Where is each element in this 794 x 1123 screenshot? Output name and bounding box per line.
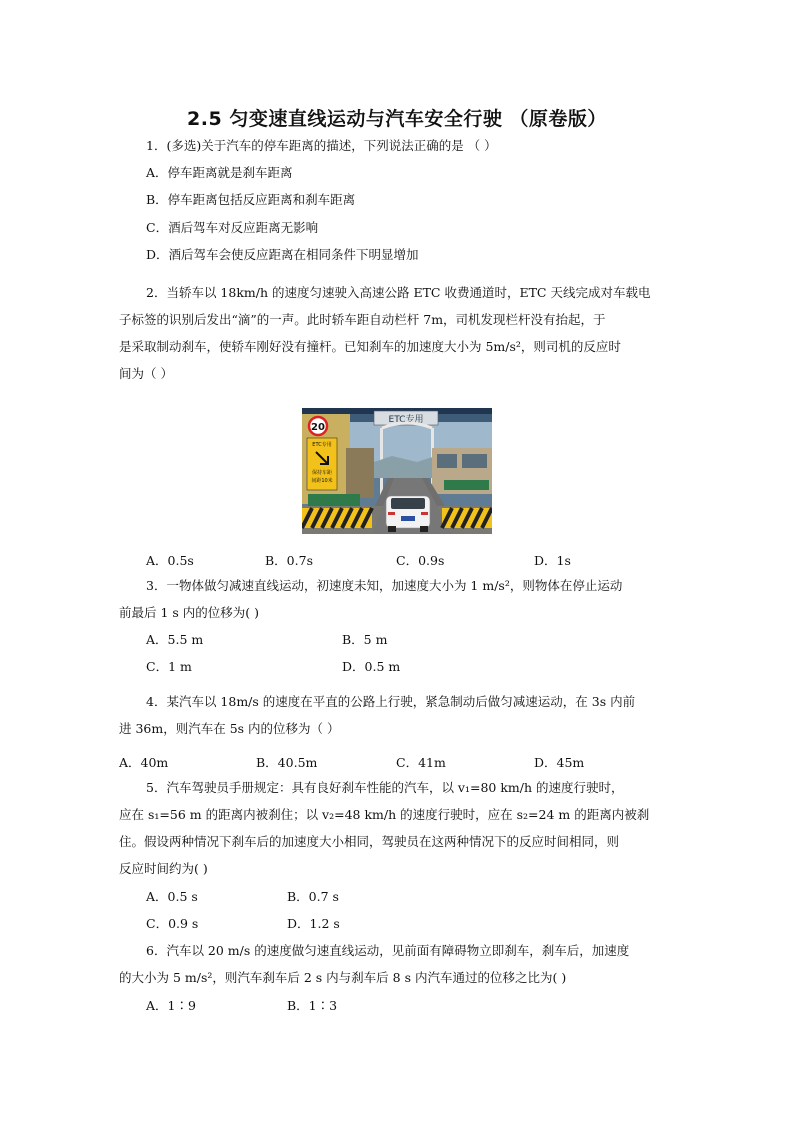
question-3-option-a: A．5.5 m <box>146 632 204 647</box>
question-2-option-b: B．0.7s <box>265 553 313 568</box>
question-1-stem: 1．(多选)关于汽车的停车距离的描述，下列说法正确的是 （ ） <box>146 138 497 153</box>
question-5-line: 反应时间约为( ) <box>119 861 208 876</box>
question-5-option-b: B．0.7 s <box>287 889 339 904</box>
question-3-option-c: C．1 m <box>146 659 192 674</box>
question-5-option-a: A．0.5 s <box>146 889 198 904</box>
hazard-barrier-right <box>442 508 492 528</box>
lane-sign-text-1: ETC专用 <box>312 442 332 448</box>
question-4-option-b: B．40.5m <box>256 755 318 770</box>
question-6-option-a: A．1∶9 <box>146 998 196 1013</box>
question-5-line: 住。假设两种情况下刹车后的加速度大小相同，驾驶员在这两种情况下的反应时间相同，则 <box>119 834 620 849</box>
hazard-barrier-left <box>302 508 372 528</box>
question-1-option-a: A．停车距离就是刹车距离 <box>146 165 293 180</box>
lane-sign-text-2: 保持车距 <box>311 470 333 476</box>
etc-toll-photo <box>302 408 492 534</box>
question-5-option-c: C．0.9 s <box>146 916 199 931</box>
white-car <box>386 496 430 532</box>
question-2-line: 子标签的识别后发出“滴”的一声。此时轿车距自动栏杆 7m，司机发现栏杆没有抬起，于 <box>119 312 606 327</box>
question-5-option-d: D．1.2 s <box>287 916 340 931</box>
question-6-stem <box>119 937 647 991</box>
question-5-stem <box>119 774 650 882</box>
question-3-line: 3．一物体做匀减速直线运动，初速度未知，加速度大小为 1 m/s²，则物体在停止运动 <box>146 578 623 593</box>
question-4-option-c: C．41m <box>396 755 446 770</box>
question-2-option-d: D．1s <box>534 553 571 568</box>
question-3-line: 前最后 1 s 内的位移为( ) <box>119 605 260 620</box>
question-2-option-a: A．0.5s <box>146 553 194 568</box>
question-4-line: 4．某汽车以 18m/s 的速度在平直的公路上行驶，紧急制动后做匀减速运动，在 3s 内前 <box>146 694 636 709</box>
question-6-line: 的大小为 5 m/s²，则汽车刹车后 2 s 内与刹车后 8 s 内汽车通过的位移之比为( ) <box>119 970 567 985</box>
question-4-option-a: A．40m <box>119 755 169 770</box>
speed-limit-sign-text: 20 <box>311 422 325 433</box>
question-5-line: 应在 s₁=56 m 的距离内被刹住；以 v₂=48 km/h 的速度行驶时，应在 s₂=24 m 的距离内被刹 <box>119 807 650 822</box>
question-6-option-b: B．1∶3 <box>287 998 338 1013</box>
page-title: 2.5 匀变速直线运动与汽车安全行驶 （原卷版） <box>187 108 607 130</box>
question-1-option-b: B．停车距离包括反应距离和刹车距离 <box>146 192 356 207</box>
question-4-option-d: D．45m <box>534 755 585 770</box>
question-5-line: 5．汽车驾驶员手册规定：具有良好刹车性能的汽车，以 v₁=80 km/h 的速度行驶时， <box>146 780 624 795</box>
question-2-line: 2．当轿车以 18km/h 的速度匀速驶入高速公路 ETC 收费通道时，ETC 天线完成对车载电 <box>146 285 651 300</box>
question-4-stem <box>119 688 647 742</box>
question-2-option-c: C．0.9s <box>396 553 445 568</box>
question-6-line: 6．汽车以 20 m/s 的速度做匀速直线运动，见前面有障碍物立即刹车，刹车后，加速度 <box>146 943 630 958</box>
etc-gate-sign-text: ETC专用 <box>388 415 424 425</box>
question-3-option-d: D．0.5 m <box>342 659 401 674</box>
question-2-line: 是采取制动刹车，使轿车刚好没有撞杆。已知刹车的加速度大小为 5m/s²，则司机的反应时 <box>119 339 621 354</box>
question-2-stem <box>119 279 651 387</box>
question-3-option-b: B．5 m <box>342 632 388 647</box>
question-1-option-d: D．酒后驾车会使反应距离在相同条件下明显增加 <box>146 247 419 262</box>
question-1-option-c: C．酒后驾车对反应距离无影响 <box>146 220 319 235</box>
question-3-stem <box>119 572 647 626</box>
lane-sign-text-3: 间距10米 <box>311 478 333 484</box>
question-2-line: 间为（ ） <box>119 366 173 381</box>
question-4-line: 进 36m，则汽车在 5s 内的位移为（ ） <box>119 721 340 736</box>
